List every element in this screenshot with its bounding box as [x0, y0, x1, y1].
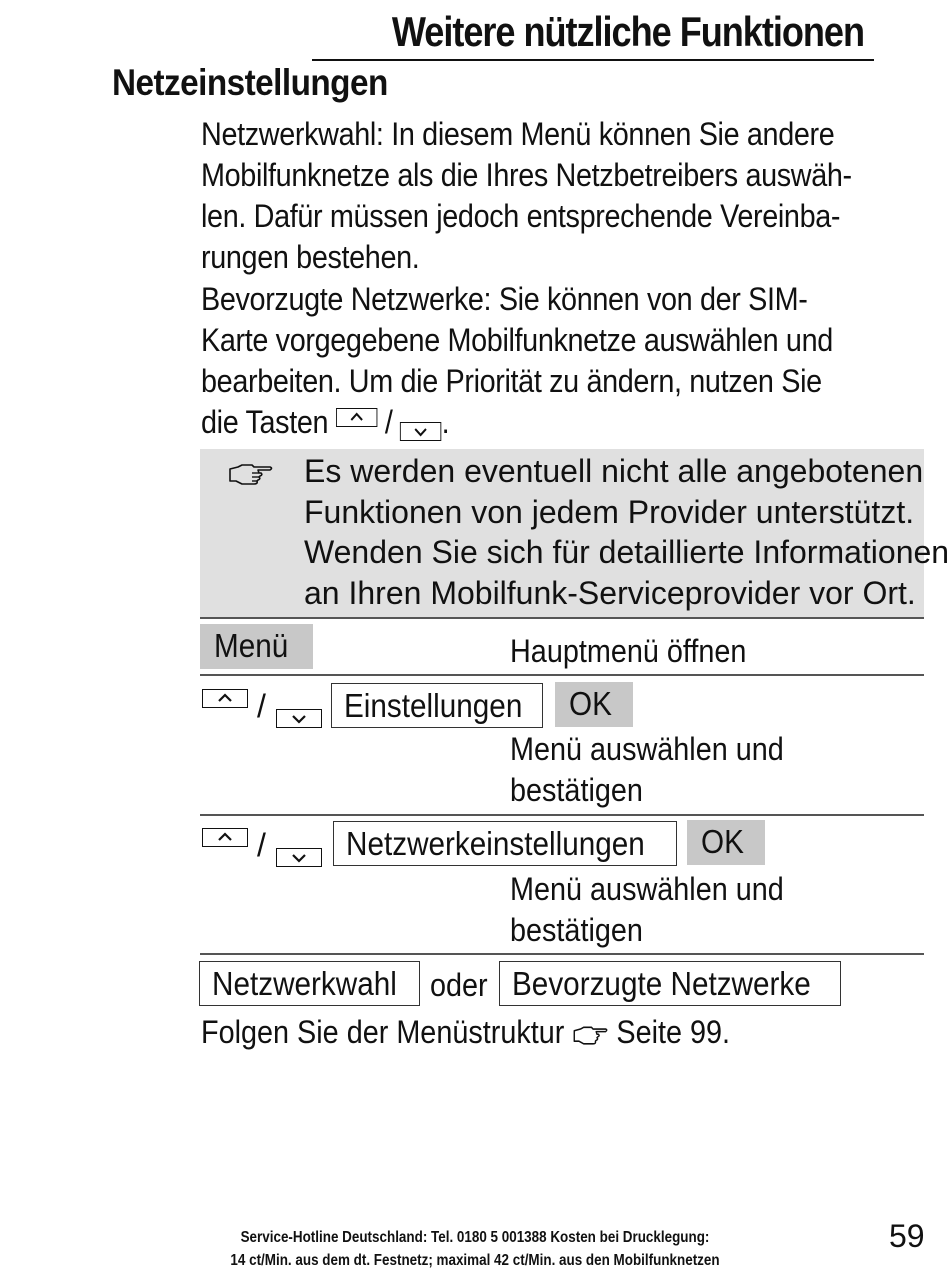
- note-line: an Ihren Mobilfunk-Serviceprovider vor Ort.: [304, 574, 916, 611]
- up-key-icon[interactable]: [202, 689, 248, 708]
- menu-item-label: Netzwerkeinstellungen: [346, 825, 645, 862]
- text-line-with-keys: [201, 402, 849, 443]
- period: .: [441, 404, 450, 440]
- softkey-label: OK: [701, 823, 744, 860]
- footer-line: Service-Hotline Deutschland: Tel. 0180 5 001388 Kosten bei Drucklegung:: [240, 1229, 710, 1246]
- menu-item-label: Einstellungen: [344, 687, 523, 724]
- text-line: bearbeiten. Um die Priorität zu ändern, nutzen Sie: [201, 363, 822, 399]
- description-line: Hauptmenü öffnen: [510, 633, 747, 669]
- step-description: [510, 631, 773, 672]
- paragraph-network-selection: [201, 114, 921, 278]
- key-separator: /: [257, 827, 266, 863]
- paragraph-preferred-networks: [201, 279, 921, 443]
- text-line: Netzwerkwahl: In diesem Menü können Sie andere: [201, 116, 835, 152]
- option-connector: oder: [430, 967, 488, 1003]
- menu-item-network-selection[interactable]: [199, 961, 420, 1006]
- softkey-label: Menü: [214, 627, 289, 664]
- divider: [200, 814, 924, 816]
- down-key-icon[interactable]: [276, 848, 322, 867]
- text-line: rungen bestehen.: [201, 239, 420, 275]
- description-line: Menü auswählen und: [510, 731, 784, 767]
- page-reference-link[interactable]: Seite 99.: [616, 1014, 731, 1050]
- up-key-icon: [336, 408, 377, 427]
- menu-item-settings[interactable]: [331, 683, 543, 728]
- footer-hotline: [150, 1226, 800, 1272]
- pointing-hand-icon: [228, 463, 274, 487]
- menu-item-preferred-networks[interactable]: [499, 961, 841, 1006]
- menu-softkey[interactable]: [200, 624, 313, 669]
- down-key-icon: [400, 422, 441, 441]
- note-line: Wenden Sie sich für detaillierte Informationen: [304, 534, 950, 570]
- header-rule: [312, 59, 874, 61]
- text-fragment: Folgen Sie der Menüstruktur: [201, 1014, 565, 1050]
- key-separator: /: [257, 688, 266, 724]
- menu-item-network-settings[interactable]: [333, 821, 677, 866]
- menu-structure-reference: [201, 1012, 730, 1053]
- page-header-title: Weitere nützliche Funktionen: [391, 8, 864, 55]
- text-line: len. Dafür müssen jedoch entsprechende Vereinba-: [201, 198, 841, 234]
- step-description: [510, 729, 814, 811]
- key-separator: /: [384, 404, 393, 440]
- down-key-icon[interactable]: [276, 709, 322, 728]
- softkey-label: OK: [569, 685, 612, 722]
- menu-item-label: Bevorzugte Netzwerke: [512, 965, 811, 1002]
- note-line: Es werden eventuell nicht alle angebotenen: [304, 453, 924, 489]
- up-key-icon[interactable]: [202, 828, 248, 847]
- pointing-hand-icon: [572, 1025, 608, 1047]
- section-title: Netzeinstellungen: [112, 62, 388, 103]
- ok-softkey[interactable]: [687, 820, 765, 865]
- step-description: [510, 869, 814, 951]
- note-box: [200, 449, 950, 617]
- menu-item-label: Netzwerkwahl: [212, 965, 397, 1002]
- page-number: 59: [889, 1218, 925, 1254]
- description-line: bestätigen: [510, 772, 643, 808]
- text-line: Bevorzugte Netzwerke: Sie können von der SIM-: [201, 281, 808, 317]
- divider: [200, 617, 924, 619]
- ok-softkey[interactable]: [555, 682, 633, 727]
- text-line: Mobilfunknetze als die Ihres Netzbetreibers auswäh-: [201, 157, 852, 193]
- description-line: bestätigen: [510, 912, 643, 948]
- note-line: Funktionen von jedem Provider unterstützt.: [304, 493, 915, 530]
- footer-line: 14 ct/Min. aus dem dt. Festnetz; maximal 42 ct/Min. aus den Mobilfunknetzen: [230, 1252, 720, 1269]
- description-line: Menü auswählen und: [510, 871, 784, 907]
- text-line: Karte vorgegebene Mobilfunknetze auswählen und: [201, 322, 833, 358]
- divider: [200, 953, 924, 955]
- note-text: [304, 451, 950, 613]
- divider: [200, 674, 924, 676]
- text-fragment: die Tasten: [201, 404, 329, 440]
